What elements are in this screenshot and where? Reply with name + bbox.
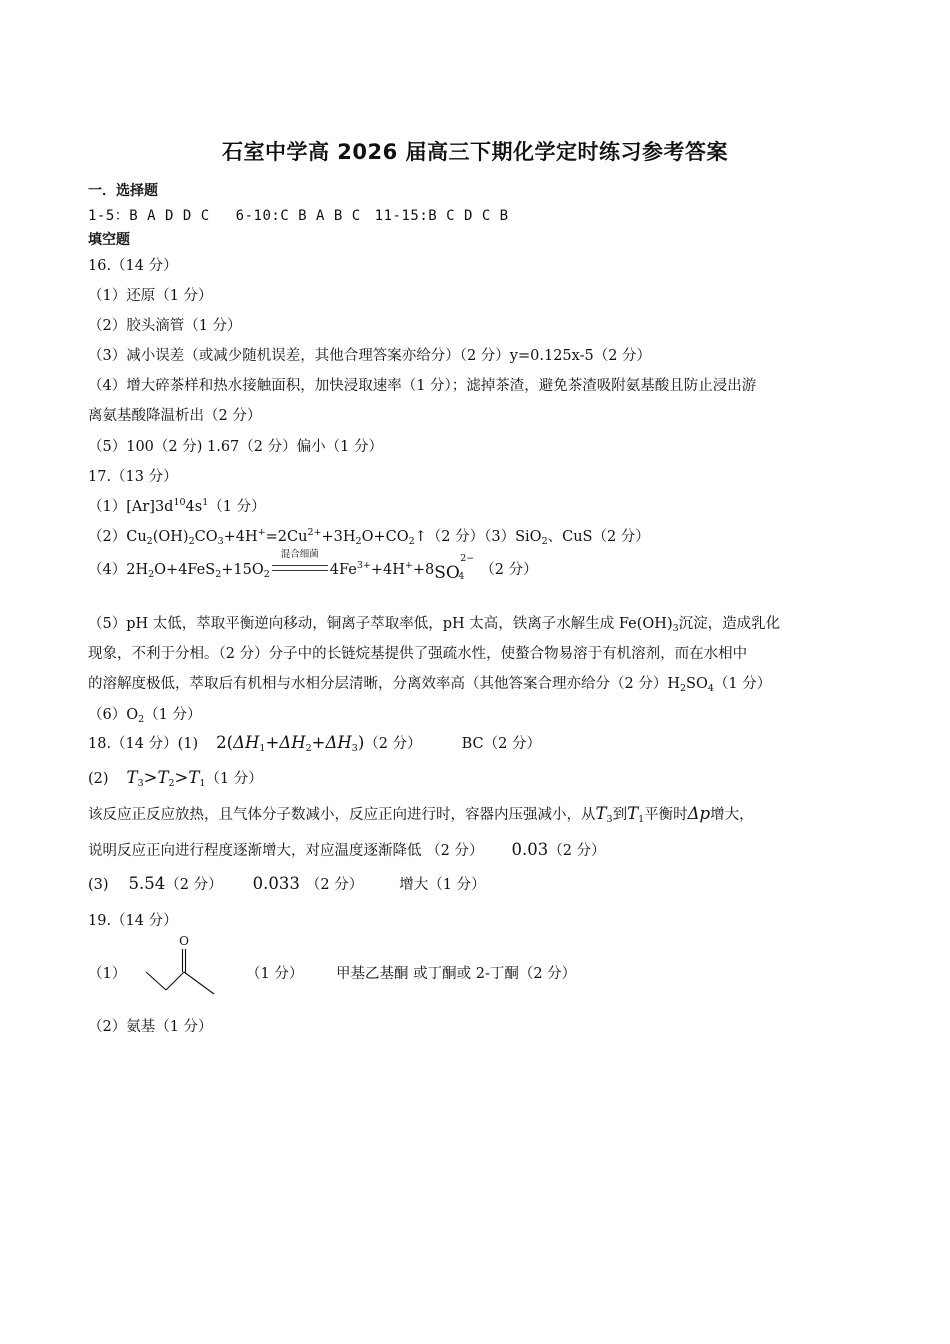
mc-answers-6-10: 6-10:C B A B C [235,208,361,224]
q16-answer-4b: 离氨基酸降温析出（2 分） [88,408,262,424]
q17-answer-2-3: $(2)Cu_2(OH)_2CO_3+4H^+=2Cu^{2+}+3H_2O+CO_2↑(2$ 分）（3）SiO$_2$、CuS（2 分） [88,527,650,547]
q18-answer-2-explain-b: 说明反应正向进行程度逐渐增大，对应温度逐渐降低 （2 分） 0.03（2 分） [88,840,606,859]
q19-heading: 19.（14 分） [88,913,178,929]
q16-answer-4a: （4）增大碎茶样和热水接触面积，加快浸取速率（1 分）；滤掉茶渣，避免茶渣吸附氨基酸且防止浸出游 [88,378,757,394]
sulfate-ion: SO 2− 4 [434,553,475,583]
q16-answer-2: （2）胶头滴管（1 分） [88,318,242,334]
q19-answer-1-score: （1 分） [246,966,304,982]
butanone-structure-diagram [140,930,224,1000]
mc-answers-row [88,205,509,225]
q18-answer-2: (2) $T_3>T_2>T_1(1$ 分） [88,768,263,789]
q18-answer-2-explain-a: 该反应正反应放热，且气体分子数减小，反应正向进行时，容器内压强减小，从$T_3$到$T_1$平衡时Δp增大， [88,804,754,825]
q17-heading: 17.（13 分） [88,469,178,485]
page-title: 石室中学高 2026 届高三下期化学定时练习参考答案 [221,140,729,164]
q16-heading: 16.（14 分） [88,258,178,274]
q17-answer-4-equation: $(4)2H_2O+4FeS_2+15O_2$ 混合细菌 $4Fe^{3+}+4H^++8SO$ 2− 4 （2 分） [88,558,538,583]
q17-answer-5c: 的溶解度极低，萃取后有机相与水相分层清晰，分离效率高（其他答案合理亦给分（2 分）$H_2SO_4(1$ 分） [88,676,772,694]
q17-answer-5b: 现象，不利于分相。（2 分）分子中的长链烷基提供了强疏水性，使螯合物易溶于有机溶剂，而在水相中 [88,646,748,662]
skeleton-bond [166,972,184,990]
skeleton-bond [184,972,214,994]
q16-answer-1: （1）还原（1 分） [88,288,213,304]
q18-answer-3: (3) 5.54（2 分） 0.033 （2 分） 增大（1 分） [88,874,486,893]
oxygen-atom-label: O [179,934,189,948]
q16-answer-3: （3）减小误差（或减少随机误差，其他合理答案亦给分）（2 分）y=0.125x-5（2 分） [88,348,652,364]
enthalpy-expression: $2(\Delta H_1+\Delta H_2+\Delta H_3)$ [216,733,365,754]
q19-answer-2: （2）氨基（1 分） [88,1019,213,1035]
skeleton-bond [146,972,166,990]
q16-answer-5: （5）100（2 分) 1.67（2 分）偏小（1 分） [88,439,383,455]
reaction-condition-arrow [270,549,330,576]
reaction-condition-label: 混合细菌 [280,549,319,560]
q17-answer-6: $(6)O_2(1$ 分） [88,707,202,725]
q17-answer-5a: （5）pH 太低，萃取平衡逆向移动，铜离子萃取率低，pH 太高，铁离子水解生成 $Fe(OH)_3$沉淀，造成乳化 [88,616,781,634]
section-heading-choice: 一．选择题 [88,183,158,199]
q19-answer-1-name: 甲基乙基酮 或丁酮或 2-丁酮（2 分） [336,966,577,982]
section-heading-fill: 填空题 [88,232,130,248]
mc-answers-1-5: 1-5：B A D D C [88,208,210,224]
mc-answers-11-15: 11-15:B C D C B [374,208,509,224]
q17-answer-1: $(1)[Ar]3d^{10}4s^1(1$ 分） [88,497,266,515]
q19-answer-1-label: （1） [88,966,127,982]
q18-answer-1: 18.（14 分）(1) $2(\Delta H_1+\Delta H_2+\Delta H_3)(2$ 分） BC（2 分） [88,733,541,754]
